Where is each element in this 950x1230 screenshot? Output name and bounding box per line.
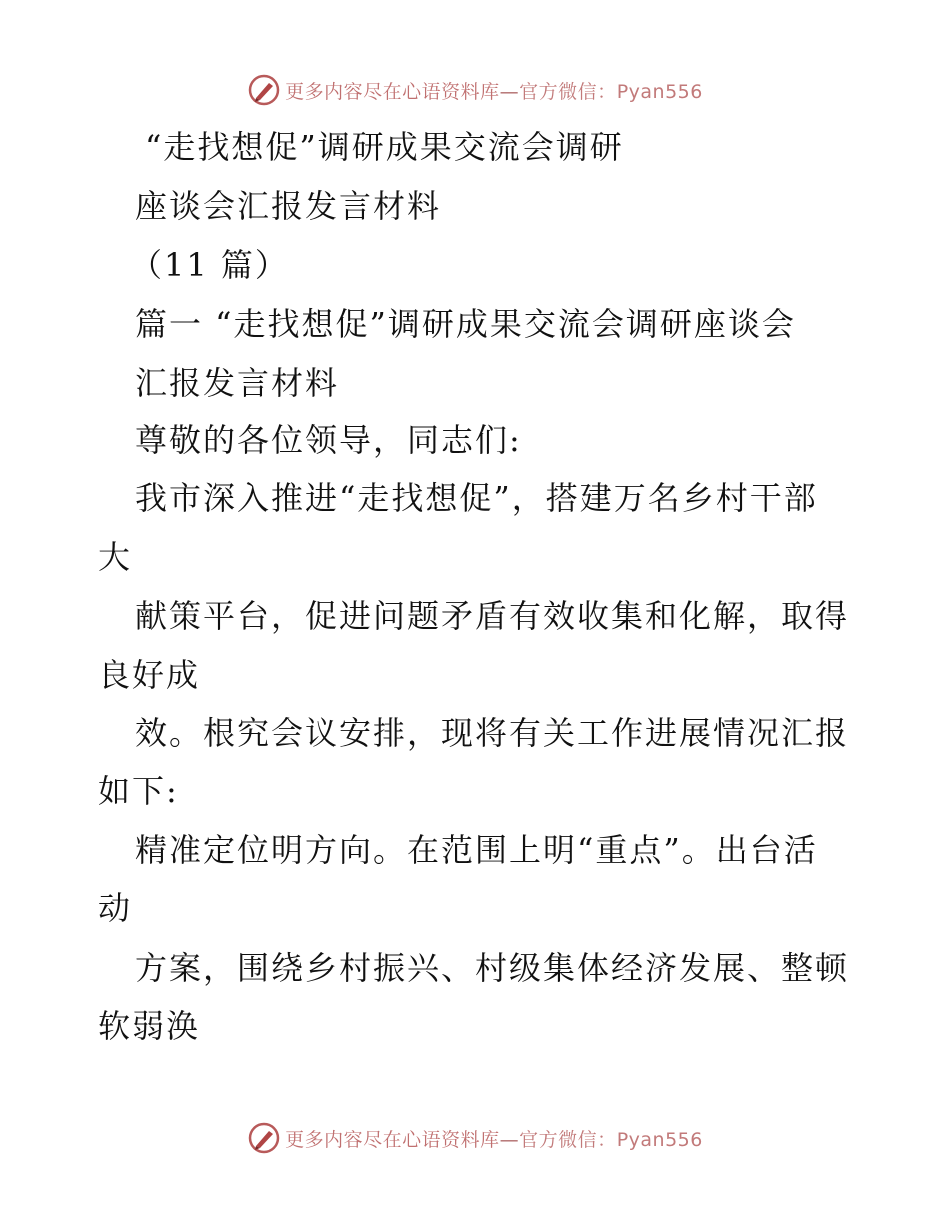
footer-text	[285, 1125, 703, 1152]
pen-logo-icon	[247, 1121, 281, 1155]
footer-wechat-id: Pyan556	[616, 1128, 703, 1151]
footer-wechat-label: 官方微信：	[519, 1128, 617, 1151]
body-line: 软弱涣	[98, 1007, 201, 1045]
header-site-text: 更多内容尽在心语资料库	[285, 80, 500, 103]
greeting: 尊敬的各位领导，同志们:	[135, 421, 522, 459]
footer-watermark	[0, 1118, 950, 1158]
title-line-1: “走找想促”调研成果交流会调研	[145, 128, 624, 166]
body-line: 动	[98, 889, 133, 927]
body-line: 良好成	[98, 656, 201, 694]
body-line: 如下:	[98, 772, 179, 810]
footer-site-text: 更多内容尽在心语资料库	[285, 1128, 500, 1151]
body-line: 献策平台，促进问题矛盾有效收集和化解，取得	[135, 597, 850, 635]
title-count: （11 篇）	[130, 246, 289, 284]
body-line: 方案，围绕乡村振兴、村级集体经济发展、整顿	[135, 949, 850, 987]
title-line-2: 座谈会汇报发言材料	[135, 187, 442, 225]
body-line: 大	[98, 538, 133, 576]
section-heading-line-2: 汇报发言材料	[135, 364, 340, 402]
header-wechat-id: Pyan556	[616, 80, 703, 103]
header-separator: —	[499, 80, 520, 103]
header-wechat-label: 官方微信：	[519, 80, 617, 103]
body-line: 精准定位明方向。在范围上明“重点”。出台活	[135, 831, 818, 869]
body-line: 效。根究会议安排，现将有关工作进展情况汇报	[135, 714, 850, 752]
body-line: 我市深入推进“走找想促”，搭建万名乡村干部	[135, 479, 818, 517]
footer-separator: —	[499, 1128, 520, 1151]
section-heading-line-1: 篇一 “走找想促”调研成果交流会调研座谈会	[135, 305, 796, 343]
